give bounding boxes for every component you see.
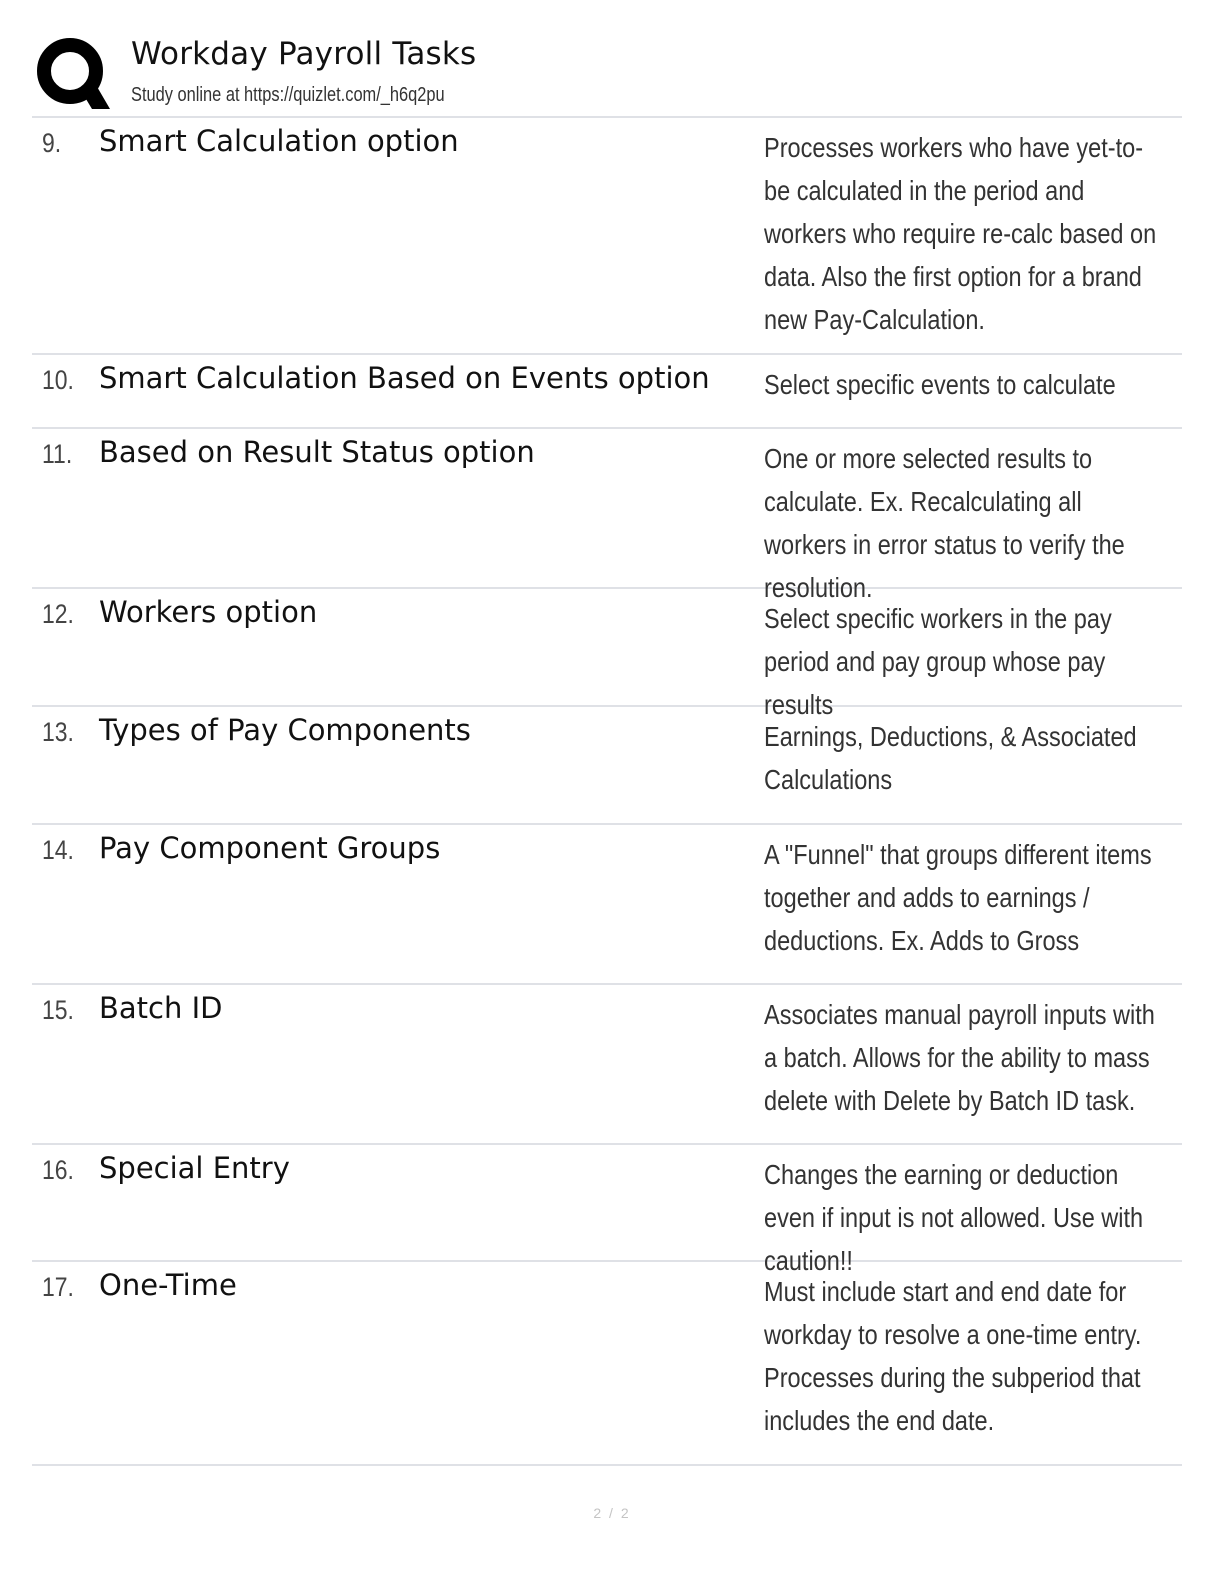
flashcard-row [32, 118, 1182, 355]
quizlet-logo-icon [34, 35, 110, 111]
flashcard-row [32, 1262, 1182, 1466]
card-definition: One or more selected results to calculate. Ex. Recalculating all workers in error status to verify the resolution. [764, 443, 1125, 603]
card-definition: Processes workers who have yet-to-be calculated in the period and workers who require re-calc based on data. Also the first option for a brand new Pay-Calculation. [764, 132, 1157, 335]
card-number: 16. [42, 1155, 74, 1185]
card-definition: Changes the earning or deduction even if input is not allowed. Use with caution!! [764, 1159, 1144, 1276]
flashcard-row [32, 1145, 1182, 1276]
card-definition: Select specific events to calculate [764, 369, 1116, 400]
card-term: Smart Calculation option [99, 124, 459, 158]
card-term: Smart Calculation Based on Events option [99, 361, 710, 395]
card-number: 15. [42, 995, 74, 1025]
page-title: Workday Payroll Tasks [131, 36, 477, 72]
flashcard-row [32, 985, 1182, 1145]
card-term: Pay Component Groups [99, 831, 441, 865]
card-term: Types of Pay Components [99, 713, 471, 747]
card-number: 17. [42, 1272, 74, 1302]
card-term: Special Entry [99, 1151, 290, 1185]
card-term: Workers option [99, 595, 318, 629]
card-term: Based on Result Status option [99, 435, 535, 469]
card-definition: Earnings, Deductions, & Associated Calculations [764, 721, 1137, 795]
card-definition: Select specific workers in the pay period and pay group whose pay results [764, 603, 1112, 720]
card-number: 9. [42, 128, 62, 158]
page-header [32, 30, 1192, 114]
card-number: 14. [42, 835, 74, 865]
flashcard-row [32, 707, 1182, 825]
flashcard-row [32, 825, 1182, 985]
page-number: 2 / 2 [593, 1505, 631, 1521]
flashcard-row [32, 429, 1182, 603]
card-number: 11. [42, 439, 73, 469]
card-term: One-Time [99, 1268, 237, 1302]
card-number: 10. [42, 365, 74, 395]
card-term: Batch ID [99, 991, 223, 1025]
flashcard-row [32, 589, 1182, 720]
card-number: 12. [42, 599, 74, 629]
study-link: Study online at https://quizlet.com/_h6q2pu [131, 84, 445, 106]
flashcard-row [32, 355, 1182, 429]
card-number: 13. [42, 717, 74, 747]
flashcard-list [32, 116, 1182, 1466]
card-definition: A "Funnel" that groups different items together and adds to earnings / deductions. Ex. Adds to Gross [764, 839, 1152, 956]
card-definition: Associates manual payroll inputs with a batch. Allows for the ability to mass delete with Delete by Batch ID task. [764, 999, 1155, 1116]
card-definition: Must include start and end date for workday to resolve a one-time entry. Processes during the subperiod that includes the end date. [764, 1276, 1142, 1436]
